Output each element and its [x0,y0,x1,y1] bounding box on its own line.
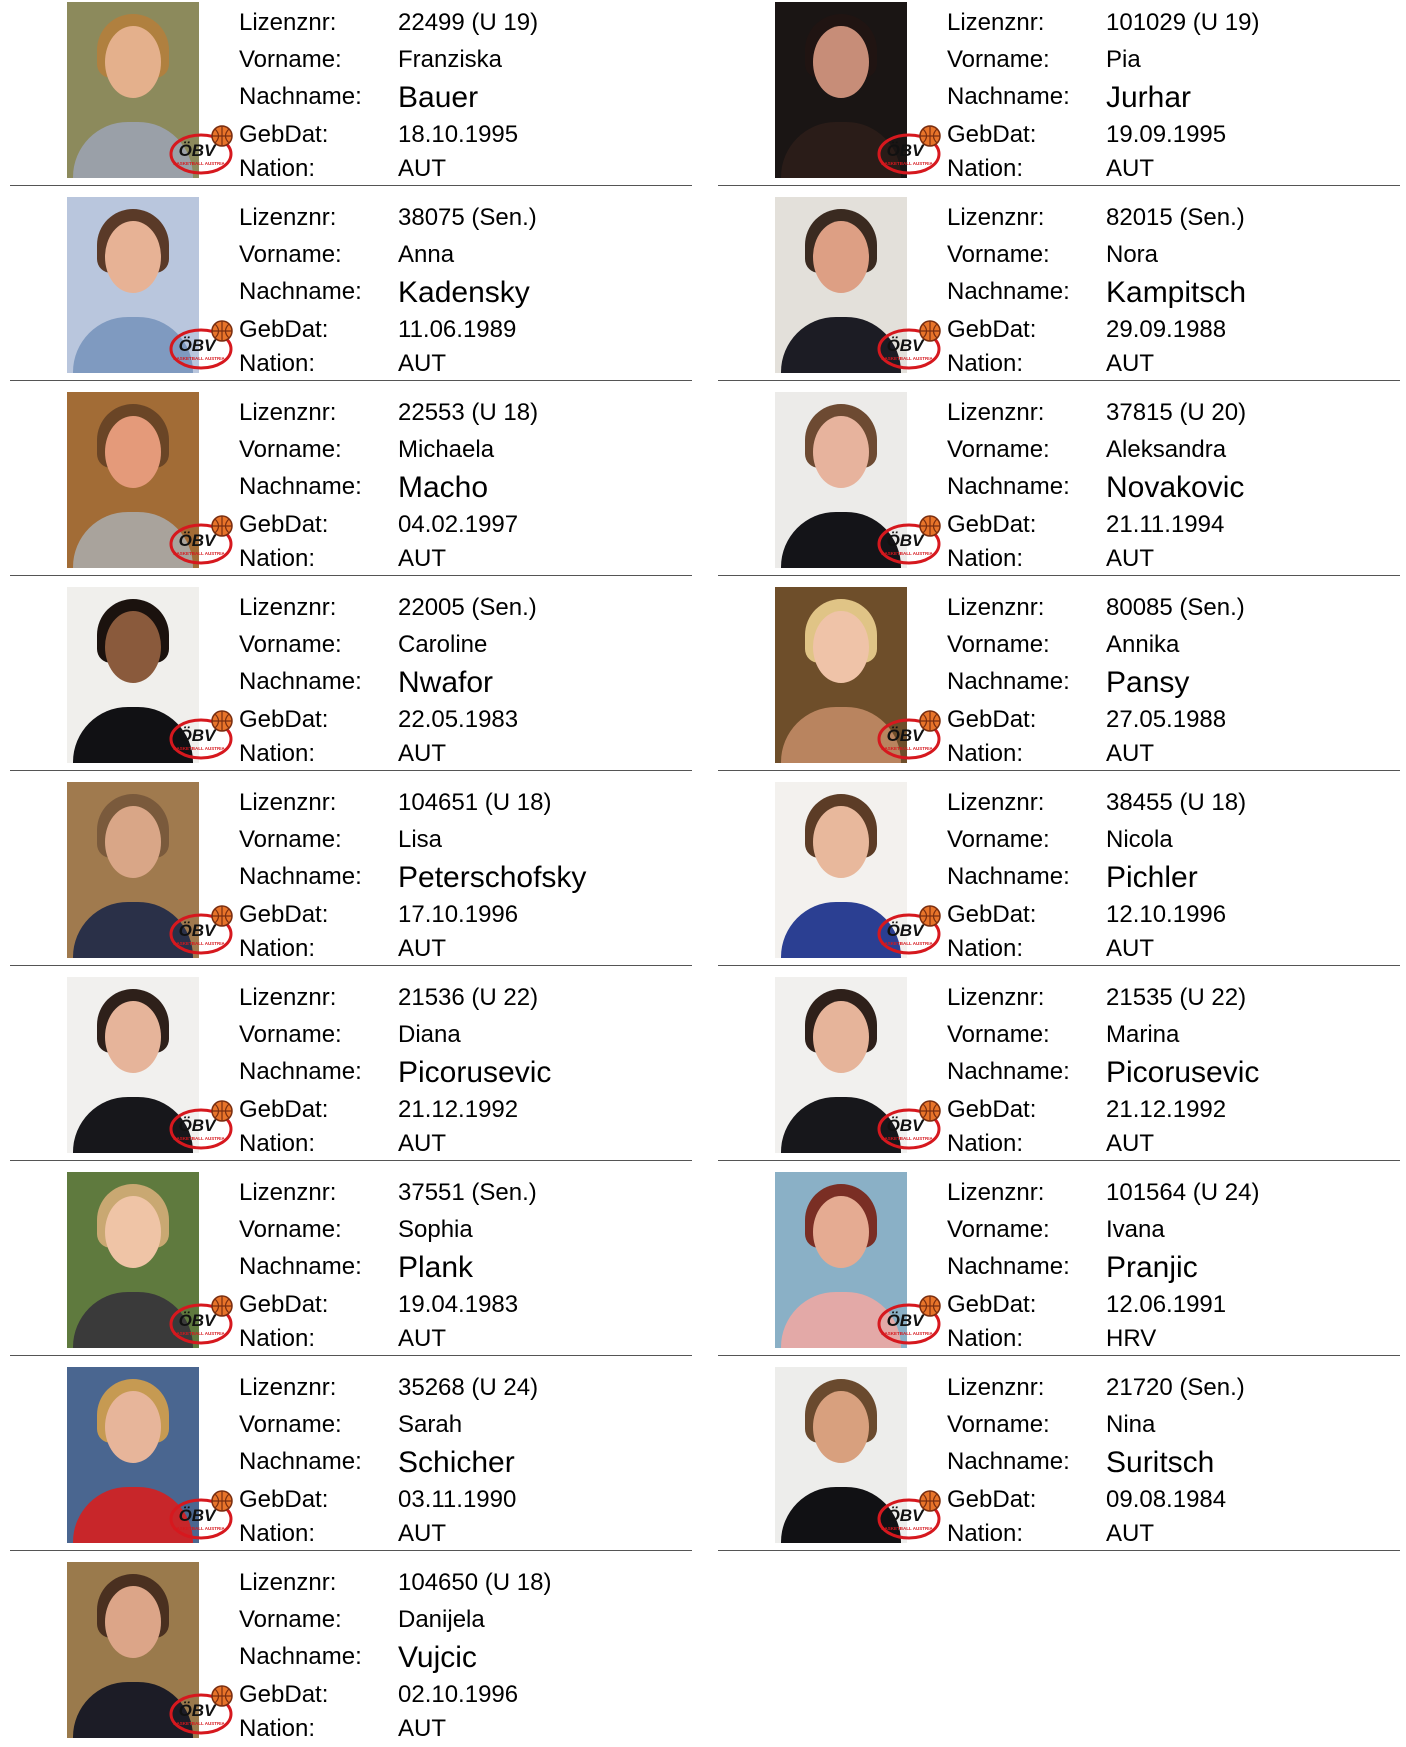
nation-label: Nation: [239,1715,316,1742]
svg-text:ÖBV: ÖBV [886,141,924,160]
birth-date-label: GebDat: [947,1096,1037,1123]
svg-text:ÖBV: ÖBV [178,921,216,940]
license-label: Lizenznr: [947,1374,1045,1401]
card-divider [718,1160,1400,1161]
player-card [10,1560,692,1746]
last-name-label: Nachname: [239,278,362,305]
first-name-label: Vorname: [947,1021,1050,1048]
card-divider [718,575,1400,576]
first-name-value: Nina [1106,1411,1156,1438]
player-card [10,1365,692,1551]
card-divider [718,770,1400,771]
nation-label: Nation: [947,155,1024,182]
svg-text:ÖBV: ÖBV [178,1311,216,1330]
svg-text:BASKETBALL AUSTRIA: BASKETBALL AUSTRIA [881,161,933,166]
first-name-label: Vorname: [239,46,342,73]
license-value: 82015 (Sen.) [1106,204,1245,231]
svg-text:BASKETBALL AUSTRIA: BASKETBALL AUSTRIA [173,1721,225,1726]
last-name-label: Nachname: [239,1643,362,1670]
first-name-label: Vorname: [239,436,342,463]
svg-text:ÖBV: ÖBV [178,726,216,745]
license-value: 21720 (Sen.) [1106,1374,1245,1401]
svg-text:ÖBV: ÖBV [886,726,924,745]
birth-date-value: 29.09.1988 [1106,316,1227,343]
player-card [718,195,1400,381]
license-label: Lizenznr: [947,9,1045,36]
license-value: 21535 (U 22) [1106,984,1247,1011]
svg-text:ÖBV: ÖBV [886,1311,924,1330]
last-name-label: Nachname: [947,668,1070,695]
birth-date-value: 09.08.1984 [1106,1486,1227,1513]
obv-basketball-logo-icon [167,1288,239,1348]
last-name-value: Suritsch [1106,1446,1215,1479]
nation-value: AUT [398,1130,446,1157]
first-name-value: Sophia [398,1216,473,1243]
nation-label: Nation: [947,545,1024,572]
birth-date-label: GebDat: [947,316,1037,343]
license-label: Lizenznr: [947,1179,1045,1206]
obv-basketball-logo-icon [875,1483,947,1543]
svg-text:BASKETBALL AUSTRIA: BASKETBALL AUSTRIA [173,551,225,556]
nation-value: AUT [398,1325,446,1352]
license-value: 101564 (U 24) [1106,1179,1260,1206]
svg-text:BASKETBALL AUSTRIA: BASKETBALL AUSTRIA [881,1526,933,1531]
birth-date-value: 18.10.1995 [398,121,519,148]
card-divider [718,185,1400,186]
obv-basketball-logo-icon [167,898,239,958]
svg-text:BASKETBALL AUSTRIA: BASKETBALL AUSTRIA [173,941,225,946]
birth-date-label: GebDat: [947,121,1037,148]
svg-text:ÖBV: ÖBV [178,141,216,160]
nation-value: AUT [398,1715,446,1742]
first-name-value: Michaela [398,436,495,463]
first-name-label: Vorname: [947,46,1050,73]
player-card [10,975,692,1161]
svg-text:ÖBV: ÖBV [886,921,924,940]
first-name-label: Vorname: [239,1411,342,1438]
first-name-label: Vorname: [239,1216,342,1243]
nation-value: AUT [398,350,446,377]
svg-text:BASKETBALL AUSTRIA: BASKETBALL AUSTRIA [173,746,225,751]
card-divider [10,575,692,576]
first-name-label: Vorname: [239,1021,342,1048]
nation-value: AUT [1106,155,1154,182]
birth-date-label: GebDat: [239,1681,329,1708]
license-label: Lizenznr: [947,204,1045,231]
nation-value: AUT [398,545,446,572]
last-name-value: Peterschofsky [398,861,587,894]
card-divider [718,965,1400,966]
license-value: 38075 (Sen.) [398,204,537,231]
obv-basketball-logo-icon [167,508,239,568]
player-card [718,780,1400,966]
svg-text:BASKETBALL AUSTRIA: BASKETBALL AUSTRIA [173,161,225,166]
birth-date-value: 19.04.1983 [398,1291,519,1318]
license-value: 80085 (Sen.) [1106,594,1245,621]
first-name-label: Vorname: [947,826,1050,853]
first-name-value: Lisa [398,826,443,853]
birth-date-label: GebDat: [947,1486,1037,1513]
card-divider [718,380,1400,381]
first-name-value: Caroline [398,631,488,658]
svg-text:BASKETBALL AUSTRIA: BASKETBALL AUSTRIA [173,1136,225,1141]
first-name-label: Vorname: [947,631,1050,658]
last-name-label: Nachname: [239,1058,362,1085]
card-divider [718,1355,1400,1356]
last-name-label: Nachname: [947,1448,1070,1475]
last-name-value: Nwafor [398,666,494,699]
last-name-label: Nachname: [239,83,362,110]
svg-text:ÖBV: ÖBV [178,1116,216,1135]
nation-label: Nation: [239,545,316,572]
last-name-value: Pansy [1106,666,1190,699]
svg-text:ÖBV: ÖBV [178,1506,216,1525]
license-label: Lizenznr: [239,984,337,1011]
card-divider [10,380,692,381]
nation-value: AUT [1106,1520,1154,1547]
license-label: Lizenznr: [947,984,1045,1011]
nation-value: AUT [1106,740,1154,767]
nation-label: Nation: [947,740,1024,767]
last-name-label: Nachname: [239,863,362,890]
birth-date-label: GebDat: [239,511,329,538]
obv-basketball-logo-icon [167,1483,239,1543]
birth-date-value: 03.11.1990 [398,1486,517,1513]
svg-text:BASKETBALL AUSTRIA: BASKETBALL AUSTRIA [173,1526,225,1531]
last-name-value: Pichler [1106,861,1198,894]
last-name-label: Nachname: [239,473,362,500]
nation-label: Nation: [239,740,316,767]
first-name-value: Marina [1106,1021,1180,1048]
birth-date-value: 12.10.1996 [1106,901,1227,928]
birth-date-label: GebDat: [239,1486,329,1513]
card-divider [10,1160,692,1161]
license-value: 22005 (Sen.) [398,594,537,621]
last-name-value: Bauer [398,81,479,114]
nation-value: AUT [1106,935,1154,962]
svg-text:ÖBV: ÖBV [178,531,216,550]
license-label: Lizenznr: [239,399,337,426]
player-card [10,780,692,966]
svg-text:BASKETBALL AUSTRIA: BASKETBALL AUSTRIA [881,941,933,946]
obv-basketball-logo-icon [875,703,947,763]
obv-basketball-logo-icon [167,1093,239,1153]
first-name-value: Nicola [1106,826,1173,853]
obv-basketball-logo-icon [167,313,239,373]
license-value: 101029 (U 19) [1106,9,1260,36]
card-divider [10,185,692,186]
svg-text:BASKETBALL AUSTRIA: BASKETBALL AUSTRIA [173,1331,225,1336]
last-name-value: Pranjic [1106,1251,1198,1284]
svg-text:ÖBV: ÖBV [886,1506,924,1525]
svg-text:ÖBV: ÖBV [886,1116,924,1135]
license-label: Lizenznr: [239,1179,337,1206]
nation-label: Nation: [239,935,316,962]
player-card [718,1170,1400,1356]
obv-basketball-logo-icon [167,703,239,763]
nation-value: AUT [1106,545,1154,572]
nation-value: AUT [398,1520,446,1547]
card-divider [10,770,692,771]
first-name-value: Franziska [398,46,503,73]
last-name-value: Kadensky [398,276,530,309]
license-value: 37815 (U 20) [1106,399,1247,426]
last-name-value: Picorusevic [398,1056,552,1089]
birth-date-value: 04.02.1997 [398,511,519,538]
first-name-label: Vorname: [239,631,342,658]
first-name-value: Pia [1106,46,1141,73]
last-name-label: Nachname: [947,83,1070,110]
last-name-label: Nachname: [239,668,362,695]
svg-text:ÖBV: ÖBV [886,531,924,550]
birth-date-label: GebDat: [947,511,1037,538]
player-card [10,390,692,576]
player-card [718,390,1400,576]
last-name-label: Nachname: [239,1448,362,1475]
birth-date-value: 21.11.1994 [1106,511,1225,538]
birth-date-value: 27.05.1988 [1106,706,1227,733]
birth-date-label: GebDat: [239,316,329,343]
first-name-label: Vorname: [239,241,342,268]
nation-value: AUT [398,935,446,962]
svg-text:ÖBV: ÖBV [178,336,216,355]
first-name-value: Annika [1106,631,1180,658]
player-card [10,195,692,381]
last-name-value: Schicher [398,1446,515,1479]
license-label: Lizenznr: [239,1374,337,1401]
first-name-value: Diana [398,1021,461,1048]
birth-date-label: GebDat: [239,121,329,148]
license-label: Lizenznr: [239,594,337,621]
birth-date-label: GebDat: [947,706,1037,733]
card-divider [10,1355,692,1356]
player-card [718,975,1400,1161]
license-label: Lizenznr: [947,399,1045,426]
svg-text:ÖBV: ÖBV [178,1701,216,1720]
obv-basketball-logo-icon [875,1288,947,1348]
birth-date-value: 12.06.1991 [1106,1291,1227,1318]
birth-date-value: 21.12.1992 [398,1096,519,1123]
first-name-label: Vorname: [947,1411,1050,1438]
last-name-label: Nachname: [947,1058,1070,1085]
svg-text:BASKETBALL AUSTRIA: BASKETBALL AUSTRIA [173,356,225,361]
obv-basketball-logo-icon [167,118,239,178]
card-divider [718,1550,1400,1551]
svg-text:BASKETBALL AUSTRIA: BASKETBALL AUSTRIA [881,1136,933,1141]
license-label: Lizenznr: [947,594,1045,621]
first-name-value: Danijela [398,1606,485,1633]
birth-date-label: GebDat: [947,1291,1037,1318]
nation-value: AUT [398,740,446,767]
birth-date-label: GebDat: [239,706,329,733]
obv-basketball-logo-icon [875,118,947,178]
player-card [718,0,1400,186]
svg-text:BASKETBALL AUSTRIA: BASKETBALL AUSTRIA [881,551,933,556]
obv-basketball-logo-icon [875,508,947,568]
nation-label: Nation: [947,350,1024,377]
birth-date-value: 22.05.1983 [398,706,519,733]
first-name-label: Vorname: [947,1216,1050,1243]
birth-date-value: 21.12.1992 [1106,1096,1227,1123]
card-divider [10,965,692,966]
first-name-label: Vorname: [947,436,1050,463]
nation-value: AUT [1106,350,1154,377]
last-name-value: Plank [398,1251,474,1284]
nation-label: Nation: [239,1130,316,1157]
nation-value: HRV [1106,1325,1157,1352]
svg-text:BASKETBALL AUSTRIA: BASKETBALL AUSTRIA [881,1331,933,1336]
player-card [718,1365,1400,1551]
nation-label: Nation: [239,155,316,182]
license-value: 35268 (U 24) [398,1374,539,1401]
first-name-value: Ivana [1106,1216,1165,1243]
nation-value: AUT [398,155,446,182]
nation-value: AUT [1106,1130,1154,1157]
license-value: 38455 (U 18) [1106,789,1247,816]
last-name-label: Nachname: [947,473,1070,500]
license-value: 22499 (U 19) [398,9,539,36]
nation-label: Nation: [947,1520,1024,1547]
license-label: Lizenznr: [239,204,337,231]
license-value: 104650 (U 18) [398,1569,552,1596]
license-label: Lizenznr: [239,9,337,36]
obv-basketball-logo-icon [875,313,947,373]
player-card [10,1170,692,1356]
nation-label: Nation: [947,1325,1024,1352]
license-value: 104651 (U 18) [398,789,552,816]
nation-label: Nation: [947,935,1024,962]
last-name-value: Jurhar [1106,81,1192,114]
svg-text:BASKETBALL AUSTRIA: BASKETBALL AUSTRIA [881,746,933,751]
first-name-label: Vorname: [239,826,342,853]
last-name-value: Vujcic [398,1641,477,1674]
license-value: 37551 (Sen.) [398,1179,537,1206]
first-name-label: Vorname: [947,241,1050,268]
license-value: 22553 (U 18) [398,399,539,426]
nation-label: Nation: [239,1325,316,1352]
first-name-value: Aleksandra [1106,436,1227,463]
svg-text:BASKETBALL AUSTRIA: BASKETBALL AUSTRIA [881,356,933,361]
birth-date-label: GebDat: [239,1291,329,1318]
birth-date-value: 11.06.1989 [398,316,517,343]
first-name-value: Nora [1106,241,1159,268]
license-label: Lizenznr: [239,789,337,816]
first-name-value: Sarah [398,1411,463,1438]
license-value: 21536 (U 22) [398,984,539,1011]
license-label: Lizenznr: [947,789,1045,816]
player-card [10,0,692,186]
birth-date-label: GebDat: [239,901,329,928]
nation-label: Nation: [239,350,316,377]
last-name-label: Nachname: [947,863,1070,890]
last-name-label: Nachname: [947,1253,1070,1280]
player-card [718,585,1400,771]
first-name-value: Anna [398,241,455,268]
obv-basketball-logo-icon [875,898,947,958]
birth-date-value: 17.10.1996 [398,901,519,928]
last-name-label: Nachname: [947,278,1070,305]
card-divider [10,1550,692,1551]
birth-date-label: GebDat: [239,1096,329,1123]
svg-text:ÖBV: ÖBV [886,336,924,355]
birth-date-value: 19.09.1995 [1106,121,1227,148]
nation-label: Nation: [239,1520,316,1547]
nation-label: Nation: [947,1130,1024,1157]
last-name-value: Picorusevic [1106,1056,1260,1089]
birth-date-value: 02.10.1996 [398,1681,519,1708]
last-name-label: Nachname: [239,1253,362,1280]
first-name-label: Vorname: [239,1606,342,1633]
birth-date-label: GebDat: [947,901,1037,928]
license-label: Lizenznr: [239,1569,337,1596]
player-card [10,585,692,771]
obv-basketball-logo-icon [167,1678,239,1738]
last-name-value: Macho [398,471,489,504]
last-name-value: Kampitsch [1106,276,1247,309]
obv-basketball-logo-icon [875,1093,947,1153]
last-name-value: Novakovic [1106,471,1245,504]
